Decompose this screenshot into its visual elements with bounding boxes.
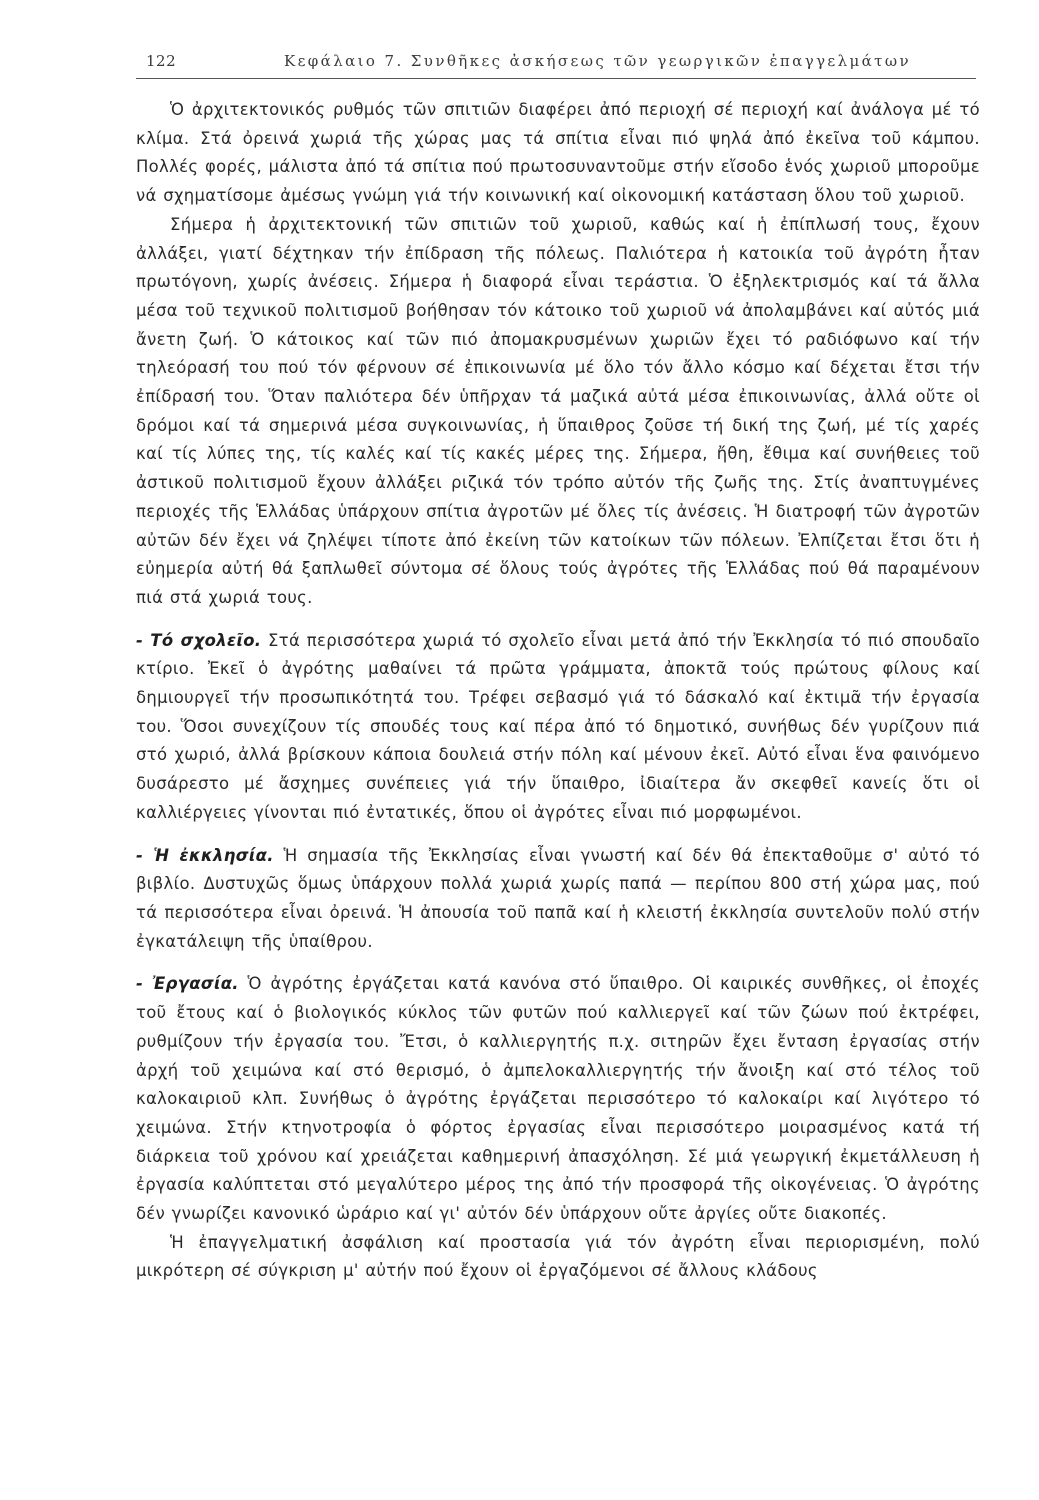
paragraph-text: Ἡ ἐπαγγελματική ἀσφάλιση καί προστασία γιά τόν ἀγρότη εἶναι περιορισμένη, πολύ μικρότερη σέ σύγκριση μ' αὐτήν πού ἔχουν οἱ ἐργαζόμενοι σέ ἄλλους κλάδους xyxy=(136,1232,980,1281)
header-rule xyxy=(136,78,976,79)
section-heading-school: - Τό σχολεῖο. xyxy=(136,630,262,650)
section-school xyxy=(136,627,980,828)
page-number: 122 xyxy=(146,52,177,70)
body-text xyxy=(136,96,980,1286)
paragraph-text: Ὁ ἀγρότης ἐργάζεται κατά κανόνα στό ὕπαιθρο. Οἱ καιρικές συνθῆκες, οἱ ἐποχές τοῦ ἔτους καί ὁ βιολογικός κύκλος τῶν φυτῶν πού καλλιεργεῖ καί τῶν ζώων πού ἐκτρέφει, ρυθμίζουν τήν ἐργασία του. Ἔτσι, ὁ καλλιεργητής π.χ. σιτηρῶν ἔχει ἔνταση ἐργασίας στήν ἀρχή τοῦ χειμώνα καί στό θερισμό, ὁ ἀμπελοκαλλιεργητής τήν ἄνοιξη καί στό τέλος τοῦ καλοκαιριοῦ κλπ. Συνήθως ὁ ἀγρότης ἐργάζεται περισσότερο τό καλοκαίρι καί λιγότερο τό χειμώνα. Στήν κτηνοτροφία ὁ φόρτος ἐργασίας εἶναι περισσότερο μοιρασμένος κατά τή διάρκεια τοῦ χρόνου καί χρειάζεται καθημερινή ἀπασχόληση. Σέ μιά γεωργική ἐκμετάλλευση ἡ ἐργασία καλύπτεται στό μεγαλύτερο μέρος της ἀπό τήν προσφορά τῆς οἰκογένειας. Ὁ ἀγρότης δέν γνωρίζει κανονικό ὡράριο καί γι' αὐτόν δέν ὑπάρχουν οὔτε ἀργίες οὔτε διακοπές. xyxy=(136,974,981,1224)
paragraph-text: Σήμερα ἡ ἀρχιτεκτονική τῶν σπιτιῶν τοῦ χωριοῦ, καθώς καί ἡ ἐπίπλωσή τους, ἔχουν ἀλλάξει, γιατί δέχτηκαν τήν ἐπίδραση τῆς πόλεως. Παλιότερα ἡ κατοικία τοῦ ἀγρότη ἦταν πρωτόγονη, χωρίς ἀνέσεις. Σήμερα ἡ διαφορά εἶναι τεράστια. Ὁ ἐξηλεκτρισμός καί τά ἄλλα μέσα τοῦ τεχνικοῦ πολιτισμοῦ βοήθησαν τόν κάτοικο τοῦ χωριοῦ νά ἀπολαμβάνει καί αὐτός μιά ἄνετη ζωή. Ὁ κάτοικος καί τῶν πιό ἀπομακρυσμένων χωριῶν ἔχει τό ραδιόφωνο καί τήν τηλεόρασή του πού τόν φέρνουν σέ ἐπικοινωνία μέ ὅλο τόν ἄλλο κόσμο καί δέχεται ἔτσι τήν ἐπίδρασή του. Ὅταν παλιότερα δέν ὑπῆρχαν τά μαζικά αὐτά μέσα ἐπικοινωνίας, ἀλλά οὔτε οἱ δρόμοι καί τά σημερινά μέσα συγκοινωνίας, ἡ ὕπαιθρος ζοῦσε τή δική της ζωή, μέ τίς χαρές καί τίς λύπες της, τίς καλές καί τίς κακές μέρες της. Σήμερα, ἤθη, ἔθιμα καί συνήθειες τοῦ ἀστικοῦ πολιτισμοῦ ἔχουν ἀλλάξει ριζικά τόν τρόπο αὐτόν τῆς ζωῆς της. Στίς ἀναπτυγμένες περιοχές τῆς Ἑλλάδας ὑπάρχουν σπίτια ἀγροτῶν μέ ὅλες τίς ἀνέσεις. Ἡ διατροφή τῶν ἀγροτῶν αὐτῶν δέν ἔχει νά ζηλέψει τίποτε ἀπό ἐκείνη τῶν κατοίκων τῶν πόλεων. Ἐλπίζεται ἔτσι ὅτι ἡ εὐημερία αὐτή θά ξαπλωθεῖ σύντομα σέ ὅλους τούς ἀγρότες τῆς Ἑλλάδας πού θά παραμένουν πιά στά χωριά τους. xyxy=(136,214,980,607)
chapter-title: Κεφάλαιο 7. Συνθῆκες ἀσκήσεως τῶν γεωργικῶν ἐπαγγελμάτων xyxy=(284,52,912,70)
section-heading-church: - Ἡ ἐκκλησία. xyxy=(136,845,274,865)
paragraph-architecture xyxy=(136,96,980,211)
section-church xyxy=(136,842,980,957)
section-work xyxy=(136,970,980,1228)
running-head xyxy=(136,46,976,74)
paragraph-modern-village xyxy=(136,211,980,613)
paragraph-insurance xyxy=(136,1229,980,1286)
paragraph-text: Στά περισσότερα χωριά τό σχολεῖο εἶναι μετά ἀπό τήν Ἐκκλησία τό πιό σπουδαῖο κτίριο. Ἐκεῖ ὁ ἀγρότης μαθαίνει τά πρῶτα γράμματα, ἀποκτᾶ τούς πρώτους φίλους καί δημιουργεῖ τήν προσωπικότητά του. Τρέφει σεβασμό γιά τό δάσκαλό καί ἐκτιμᾶ τήν ἐργασία του. Ὅσοι συνεχίζουν τίς σπουδές τους καί πέρα ἀπό τό δημοτικό, συνήθως δέν γυρίζουν πιά στό χωριό, ἀλλά βρίσκουν κάποια δουλειά στήν πόλη καί μένουν ἐκεῖ. Αὐτό εἶναι ἕνα φαινόμενο δυσάρεστο μέ ἄσχημες συνέπειες γιά τήν ὕπαιθρο, ἰδιαίτερα ἄν σκεφθεῖ κανείς ὅτι οἱ καλλιέργειες γίνονται πιό ἐντατικές, ὅπου οἱ ἀγρότες εἶναι πιό μορφωμένοι. xyxy=(136,630,980,822)
paragraph-text: Ὁ ἀρχιτεκτονικός ρυθμός τῶν σπιτιῶν διαφέρει ἀπό περιοχή σέ περιοχή καί ἀνάλογα μέ τό κλίμα. Στά ὀρεινά χωριά τῆς χώρας μας τά σπίτια εἶναι πιό ψηλά ἀπό ἐκεῖνα τοῦ κάμπου. Πολλές φορές, μάλιστα ἀπό τά σπίτια πού πρωτοσυναντοῦμε στήν εἴσοδο ἑνός χωριοῦ μποροῦμε νά σχηματίσομε ἀμέσως γνώμη γιά τήν κοινωνική καί οἰκονομική κατάσταση ὅλου τοῦ χωριοῦ. xyxy=(136,100,980,206)
section-heading-work: - Ἐργασία. xyxy=(136,974,239,994)
paragraph-text: Ἡ σημασία τῆς Ἐκκλησίας εἶναι γνωστή καί δέν θά ἐπεκταθοῦμε σ' αὐτό τό βιβλίο. Δυστυχῶς ὅμως ὑπάρχουν πολλά χωριά χωρίς παπά — περίπου 800 στή χώρα μας, πού τά περισσότερα εἶναι ὀρεινά. Ἡ ἀπουσία τοῦ παπᾶ καί ἡ κλειστή ἐκκλησία συντελοῦν πολύ στήν ἐγκατάλειψη τῆς ὑπαίθρου. xyxy=(136,845,980,951)
